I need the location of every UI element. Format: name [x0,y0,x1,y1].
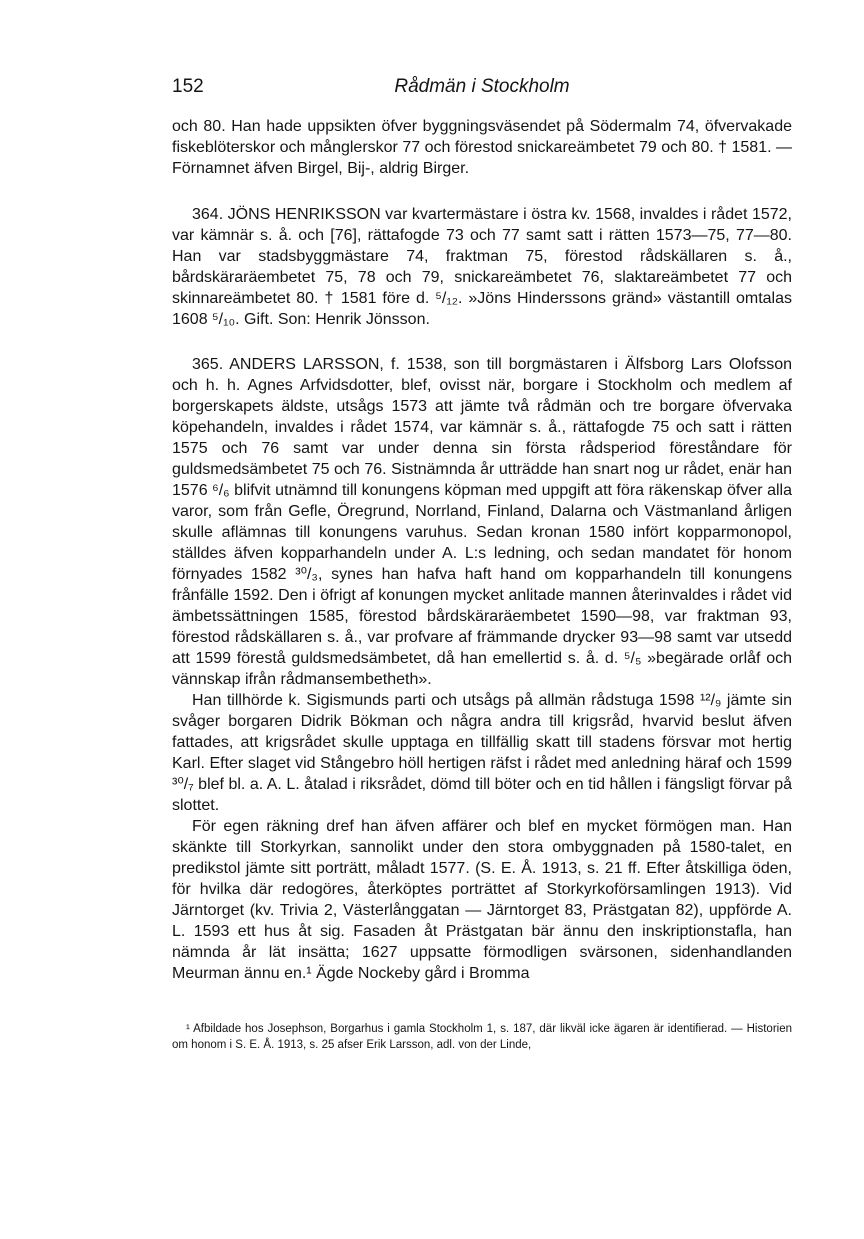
running-title: Rådmän i Stockholm [394,76,570,97]
paragraph: 364. JÖNS HENRIKSSON var kvartermästare i östra kv. 1568, invaldes i rådet 1572, var kämnär s. å. och [76], rättafogde 73 och 77 samt satt i rätten 1573—75, 77—80. Han var stadsbyggmästare 74, fraktman 75, förestod rådskällaren s. å., bårdskäraräembetet 75, 78 och 79, snickareämbetet 76, slaktareämbetet 77 och skinnareämbetet 80. † 1581 före d. ⁵/₁₂. »Jöns Hinderssons gränd» västantill omtalas 1608 ⁵/₁₀. Gift. Son: Henrik Jönsson. [172,206,792,328]
paragraph: och 80. Han hade uppsikten öfver byggningsväsendet på Södermalm 74, öfvervakade fiskeblöterskor och månglerskor 77 och förestod snickareämbetet 79 och 80. † 1581. — Förnamnet äfven Birgel, Bij-, aldrig Birger. [172,118,792,177]
footnote: ¹ Afbildade hos Josephson, Borgarhus i gamla Stockholm 1, s. 187, där likväl icke ägaren är identifierad. — Historien om honom i S. E. Å. 1913, s. 25 afser Erik Larsson, adl. von der Linde, [172,1023,792,1051]
page-header [172,76,792,100]
page-number: 152 [172,76,204,97]
paragraph: Han tillhörde k. Sigismunds parti och utsågs på allmän rådstuga 1598 ¹²/₉ jämte sin svåger borgaren Didrik Bökman och några andra till krigsråd, hvarvid beslut äfven fattades, att krigsrådet skulle upptaga en tillfällig skatt till stadens försvar mot hertig Karl. Efter slaget vid Stångebro höll hertigen räfst i rådet med anledning häraf och 1599 ³⁰/₇ blef bl. a. A. L. åtalad i riksrådet, dömd till böter och en tid hållen i fängsligt förvar på slottet. [172,692,792,814]
footnotes [172,1021,792,1053]
entry-364 [172,204,792,330]
paragraph: För egen räkning dref han äfven affärer och blef en mycket förmögen man. Han skänkte till Storkyrkan, sannolikt under den stora ombyggnaden på 1580-talet, en predikstol jämte sitt porträtt, måladt 1577. (S. E. Å. 1913, s. 21 ff. Efter åtskilliga öden, för hvilka där redogöres, återköptes porträttet af Storkyrkoförsamlingen 1913). Vid Järntorget (kv. Trivia 2, Västerlånggatan — Järntorget 83, Prästgatan 82), uppförde A. L. 1593 ett hus åt sig. Fasaden åt Prästgatan bär ännu den inskriptionstafla, han nämnda år lät insätta; 1627 uppsatte förmodligen svärsonen, sidenhandlanden Meurman ännu en.¹ Ägde Nockeby gård i Bromma [172,818,792,982]
entry-365 [172,354,792,984]
entry-continuation [172,116,792,179]
paragraph: 365. ANDERS LARSSON, f. 1538, son till borgmästaren i Älfsborg Lars Olofsson och h. h. Agnes Arfvidsdotter, blef, ovisst när, borgare i Stockholm och medlem af borgerskapets äldste, utsågs 1573 att jämte två rådmän och tre borgare öfvervaka köpehandeln, invaldes i rådet 1574, var kämnär s. å., rättafogde 75 och satt i rätten 1575 och 76 samt var under denna sin första rådsperiod föreståndare för guldsmedsämbetet 75 och 76. Sistnämnda år utträdde han snart nog ur rådet, enär han 1576 ⁶/₆ blifvit utnämnd till konungens köpman med uppgift att föra räkenskap öfver alla varor, som från Gefle, Öregrund, Norrland, Finland, Dalarna och Västmanland årligen skulle aflämnas till konungens varuhus. Sedan kronan 1580 infört kopparmonopol, ställdes äfven kopparhandeln under A. L:s ledning, och sedan mandatet för honom förnyades 1582 ³⁰/₃, synes han hafva haft hand om kopparhandeln till konungens frånfälle 1592. Den i öfrigt af konungen mycket anlitade mannen återinvaldes i rådet vid ämbetssättningen 1585, förestod bårdskäraräembetet 1590—98, var fraktman 93, förestod rådskällaren s. å., var profvare af främmande drycker 93—98 samt var utsedd att 1599 förestå guldsmedsämbetet, då han emellertid s. å. d. ⁵/₅ »begärade orlåf och vännskap ifrån rådmansembetheth». [172,356,792,688]
